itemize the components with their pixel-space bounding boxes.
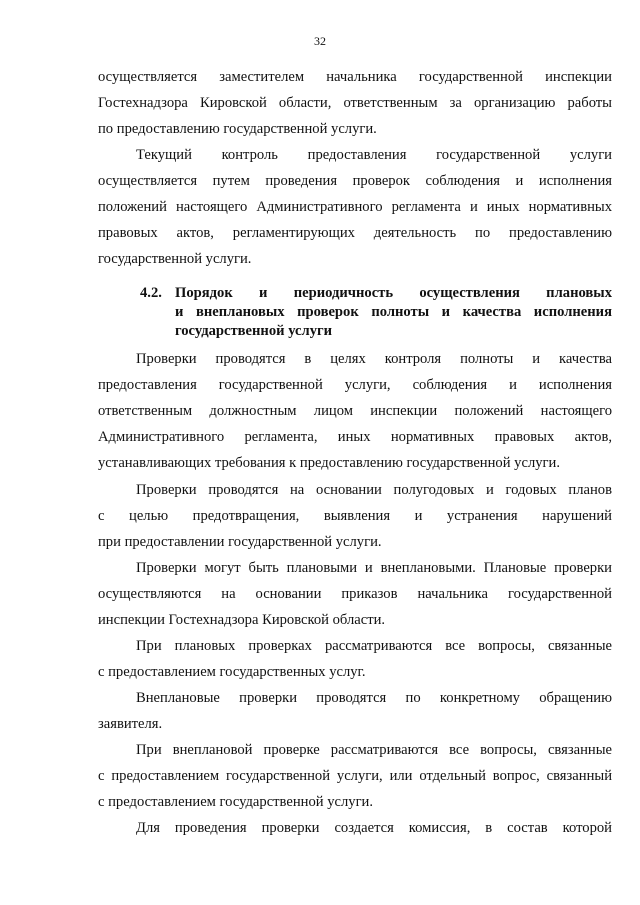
paragraph-5 [98, 555, 612, 633]
paragraph-line: Проверки проводятся в целях контроля полноты и качества [136, 351, 612, 367]
paragraph-9 [98, 815, 612, 841]
paragraph-line: осуществляется путем проведения проверок соблюдения и исполнения [98, 173, 612, 189]
paragraph-line: по предоставлению государственной услуги. [98, 121, 377, 137]
page-number: 32 [314, 34, 326, 48]
paragraph-line: осуществляются на основании приказов начальника государственной [98, 586, 612, 602]
paragraph-line: Внеплановые проверки проводятся по конкретному обращению [136, 690, 612, 706]
paragraph-line: положений настоящего Административного регламента и иных нормативных [98, 199, 612, 215]
paragraph-line: При плановых проверках рассматриваются все вопросы, связанные [136, 638, 612, 654]
paragraph-line: устанавливающих требования к предоставлению государственной услуги. [98, 455, 560, 471]
paragraph-3 [98, 346, 612, 476]
paragraph-line: ответственным должностным лицом инспекции положений настоящего [98, 403, 612, 419]
paragraph-line: Гостехнадзора Кировской области, ответственным за организацию работы [98, 95, 612, 111]
paragraph-line: осуществляется заместителем начальника государственной инспекции [98, 69, 612, 85]
paragraph-line: Для проведения проверки создается комиссия, в состав которой [136, 820, 612, 836]
section-title-line: государственной услуги [175, 323, 333, 339]
paragraph-1 [98, 64, 612, 142]
section-number: 4.2. [140, 285, 162, 301]
paragraph-line: с предоставлением государственной услуги. [98, 794, 374, 810]
paragraph-line: Проверки могут быть плановыми и внеплановыми. Плановые проверки [136, 560, 612, 576]
paragraph-line: с предоставлением государственных услуг. [98, 664, 366, 680]
paragraph-4 [98, 477, 612, 555]
paragraph-6 [98, 633, 612, 685]
paragraph-line: инспекции Гостехнадзора Кировской области. [98, 612, 386, 628]
paragraph-8 [98, 737, 612, 815]
paragraph-line: государственной услуги. [98, 251, 252, 267]
paragraph-line: правовых актов, регламентирующих деятельность по предоставлению [98, 225, 612, 241]
section-title-line: и внеплановых проверок полноты и качества исполнения [175, 304, 612, 320]
paragraph-line: при предоставлении государственной услуги. [98, 534, 382, 550]
section-title [175, 284, 612, 341]
paragraph-line: Текущий контроль предоставления государственной услуги [136, 147, 612, 163]
paragraph-line: заявителя. [98, 716, 163, 732]
paragraph-line: с предоставлением государственной услуги, или отдельный вопрос, связанный [98, 768, 612, 784]
section-title-line: Порядок и периодичность осуществления плановых [175, 285, 612, 301]
paragraph-line: Проверки проводятся на основании полугодовых и годовых планов [136, 482, 612, 498]
paragraph-line: При внеплановой проверке рассматриваются все вопросы, связанные [136, 742, 612, 758]
paragraph-line: предоставления государственной услуги, соблюдения и исполнения [98, 377, 612, 393]
paragraph-line: Административного регламента, иных нормативных правовых актов, [98, 429, 612, 445]
paragraph-7 [98, 685, 612, 737]
paragraph-line: с целью предотвращения, выявления и устранения нарушений [98, 508, 612, 524]
paragraph-2 [98, 142, 612, 272]
